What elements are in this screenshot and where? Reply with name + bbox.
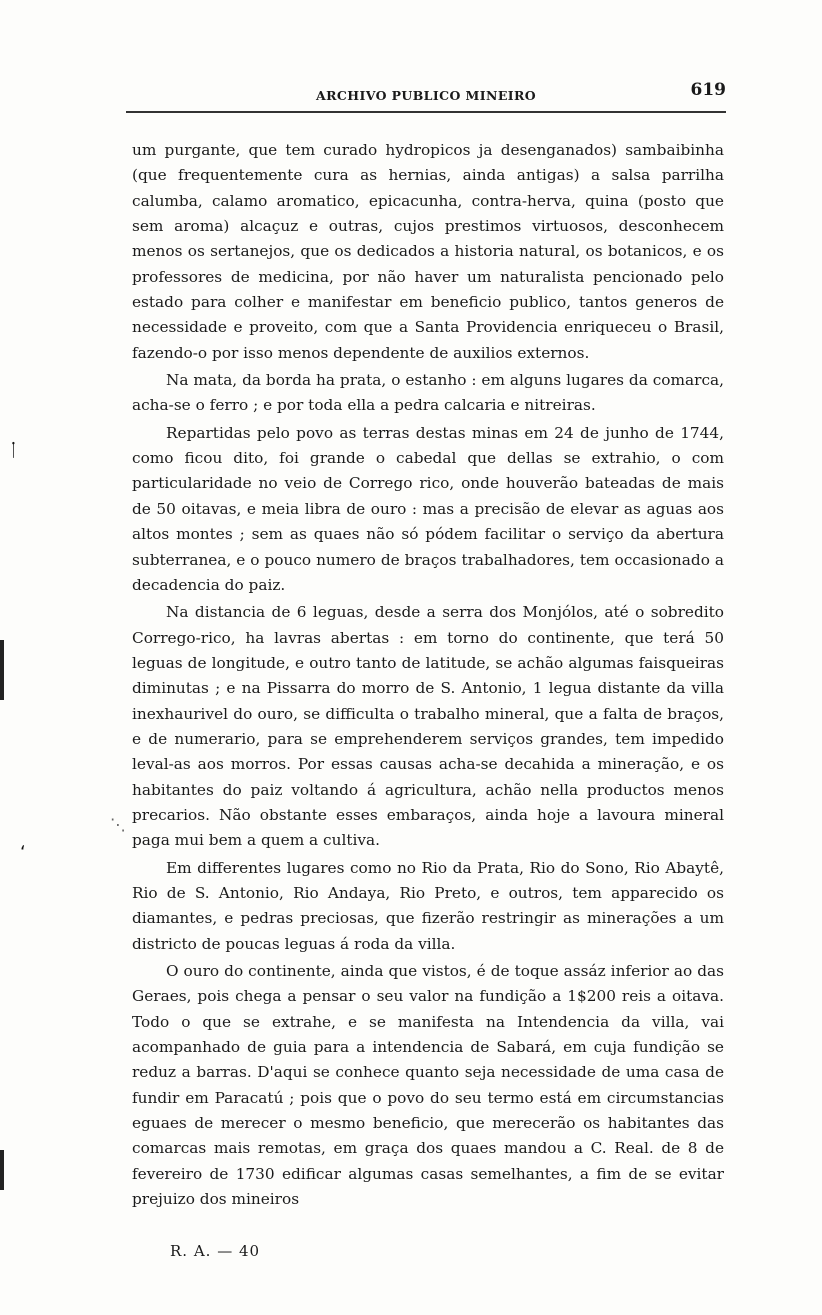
page-header	[126, 78, 726, 118]
running-title: ARCHIVO PUBLICO MINEIRO	[316, 88, 537, 103]
margin-scratch-mark: ⋱	[110, 815, 126, 834]
paragraph: Na mata, da borda ha prata, o estanho : em alguns lugares da comarca, acha-se o ferro ; e por toda ella a pedra calcaria e nitreiras.	[132, 371, 724, 415]
paragraph: Em differentes lugares como no Rio da Prata, Rio do Sono, Rio Abaytê, Rio de S. Antonio, Rio Andaya, Rio Preto, e outros, tem apparecido os diamantes, e pedras preciosas, que fizerão restringir as minerações a um districto de poucas leguas á roda da villa.	[132, 858, 724, 953]
margin-tick-mark: ᛙ	[8, 440, 19, 461]
paragraph: um purgante, que tem curado hydropicos ja desenganados) sambaibinha (que frequentemente cura as hernias, ainda antigas) a salsa parrilha calumba, calamo aromatico, epicacunha, contra-herva, quina (posto que sem aroma) alcaçuz e outras, cujos prestimos virtuosos, desconhecem menos os sertanejos, que os dedicados a historia natural, os botanicos, e os professores de medicina, por não haver um naturalista pencionado pelo estado para colher e manifestar em beneficio publico, tantos generos de necessidade e proveito, com que a Santa Providencia enriqueceu o Brasil, fazendo-o por isso menos dependente de auxilios externos.	[132, 141, 724, 362]
scan-edge-mark	[0, 1150, 4, 1190]
header-rule	[126, 111, 726, 113]
margin-tick-mark: ʻ	[20, 842, 26, 863]
paragraph: Repartidas pelo povo as terras destas minas em 24 de junho de 1744, como ficou dito, foi grande o cabedal que dellas se extrahio, o com particularidade no veio de Corrego rico, onde houverão bateadas de mais de 50 oitavas, e meia libra de ouro : mas a precisão de elevar as aguas aos altos montes ; sem as quaes não só pódem facilitar o serviço da abertura subterranea, e o pouco numero de braços trabalhadores, tem occasionado a decadencia do paiz.	[132, 423, 724, 594]
footer-signature: R. A. — 40	[170, 1242, 261, 1260]
paragraph: O ouro do continente, ainda que vistos, é de toque assáz inferior ao das Geraes, pois chega a pensar o seu valor na fundição a 1$200 reis a oitava. Todo o que se extrahe, e se manifesta na Intendencia da villa, vai acompanhado de guia para a intendencia de Sabará, em cuja fundição se reduz a barras. D'aqui se conhece quanto seja necessidade de uma casa de fundir em Paracatú ; pois que o povo do seu termo está em circumstancias eguaes de merecer o mesmo beneficio, que merecerão os habitantes das comarcas mais remotas, em graça dos quaes mandou a C. Real. de 8 de fevereiro de 1730 edificar algumas casas semelhantes, a fim de se evitar prejuizo dos mineiros	[132, 962, 724, 1209]
page-number: 619	[690, 80, 726, 100]
body-text	[132, 138, 724, 1214]
paragraph: Na distancia de 6 leguas, desde a serra dos Monjólos, até o sobredito Corrego-rico, ha lavras abertas : em torno do continente, que terá 50 leguas de longitude, e outro tanto de latitude, se achão algumas faisqueiras diminutas ; e na Pissarra do morro de S. Antonio, 1 legua distante da villa inexhaurivel do ouro, se difficulta o trabalho mineral, que a falta de braços, e de numerario, para se emprehenderem serviços grandes, tem impedido leval-as aos morros. Por essas causas acha-se decahida a mineração, e os habitantes do paiz voltando á agricultura, achão nella productos menos precarios. Não obstante esses embaraços, ainda hoje a lavoura mineral paga mui bem a quem a cultiva.	[132, 603, 724, 850]
scan-edge-mark	[0, 640, 4, 700]
